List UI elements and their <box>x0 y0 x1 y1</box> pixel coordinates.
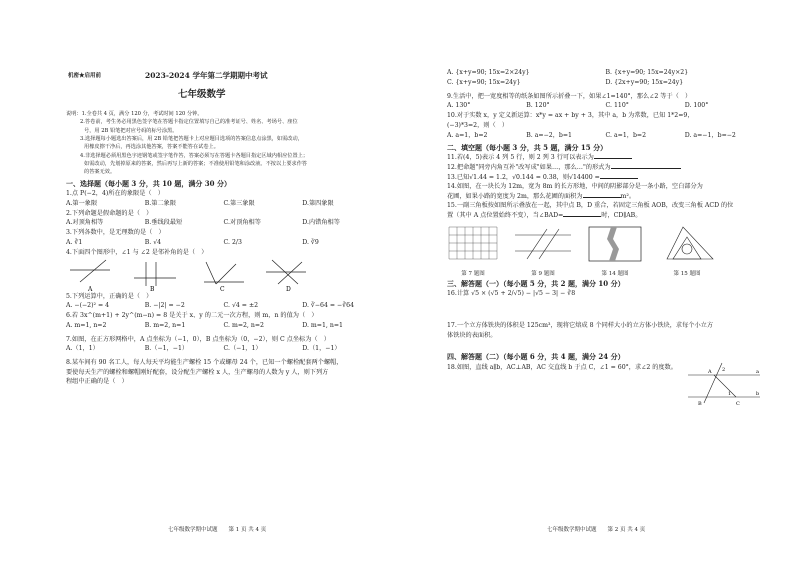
question-6-options: A. m=1, n=2 B. m=2, n=1 C. m=2, n=2 D. m=1, n=1 <box>66 321 343 329</box>
question-10-line-1: 10.对于实数 x，y 定义新运算：x*y = ax + by + 3，其中 a，b 为常数，已知 1*2=9， <box>447 112 694 120</box>
question-7: 7.如图，在正方形网格中，A 点坐标为（−1，0），B 点坐标为（0，−2），则 C 点坐标为（ ） <box>66 335 330 343</box>
question-3-options: A. ∛1 B. √4 C. 2/3 D. ∛9 <box>66 239 319 247</box>
question-15-line-2: 置（其中 A 点位置始终不变），当∠BAD= 时，CD∥AB。 <box>447 212 642 220</box>
question-5-options: A. −(−2)² = 4 B. −|2| = −2 C. √4 = ±2 D. ∛−64 = −∛64 <box>66 302 355 310</box>
question-7-options: A.（1，1） B.（−1，−1） C.（−1，1） D.（1，−1） <box>66 345 341 353</box>
exam-page-2: A. {x+y=90; 15x=2×24y} B. {x+y=90; 15x=24y×2} C. {x+y=90; 15x=24y} D. {2x+y=90; 15x=24y} 9.生活中，把一宽度相等的纸条如图所示折叠一下，如果∠1=140°，那么∠2 等于（ ） A. 130° B. 120° C. 110° D. 100° 10.对于实数 x，y 定义新运算：x*y = ax + by + 3，其中 a，b 为常数，已知 1*2=9， (−3)*3=2，则（ ） A. a=1，b=2 B. a=−2，b=1 C. a=1，b=2 D. a=−1，b=−2 二、填空题（每小题 3 分，共 5 题，满分 15 分） 11.若(4，5)表示 4 列 5 行，则 2 列 3 行可以表示为 12.把命题"同旁内角互补"改写成"如果…，那么…"的形式为 13.已知√1.44 = 1.2，√0.144 = 0.38，则√14400 = 14.如图，在一块长为 12m，宽为 8m 的长方形地，中间的阴影部分是一条小路，空白部分为 花圃，如果小路的宽度为 2m，那么花圃的面积为 m²。 15.一副三角板按如图所示叠放在一起，其中点 B，D 重合，若固定三角板 AOB，改变三角板 ACD 的位 置（其中 A 点位置始终不变），当∠BAD= 时，CD∥AB。 第 7 题图 第 9 题图 第 14 题图 第 15 题图 三、解答题（一）（每小题 5 分，共 2 题，满分 10 分） 16.计算 √5 × (√5 + 2/√5) − |√5 − 3| − ∛8 17.一个立方体铁块的体积是 125cm³，现将它熔成 8 个同样大小的立方体小铁块，求每个小立方 体铁块的表面积。 四、解答题（二）（每小题 6 分，共 4 题，满分 24 分） 18.如图，直线 a∥b，AC⊥AB，AC 交直线 b 于点 C，∠1 = 60°，求∠2 的度数。 A B C a b 1 2 七年级数学期中试题 第 2 页 共 4 页 <box>397 0 794 561</box>
question-8-line-1: 8.某车间有 90 名工人，每人每天平均能生产螺栓 15 个或螺母 24 个，已知一个螺栓配套两个螺帽， <box>66 359 343 367</box>
question-10-options: A. a=1，b=2 B. a=−2，b=1 C. a=1，b=2 D. a=−1，b=−2 <box>447 131 736 139</box>
parallel-lines-figure <box>684 357 764 407</box>
section-4-heading: 四、解答题（二）（每小题 6 分，共 4 题，满分 24 分） <box>447 352 625 362</box>
grid-figure <box>447 225 499 265</box>
angle-figures <box>66 258 381 292</box>
answer-blank <box>563 216 601 217</box>
answer-blank <box>611 168 681 169</box>
fig-label-b: B <box>150 285 155 292</box>
section-2-heading: 二、填空题（每小题 3 分，共 5 题，满分 15 分） <box>447 142 608 152</box>
svg-text:1: 1 <box>728 391 732 398</box>
question-4: 4.下面四个图形中，∠1 与 ∠2 是邻补角的是（ ） <box>66 248 208 256</box>
svg-text:C: C <box>736 401 740 408</box>
question-17-line-2: 体铁块的表面积。 <box>447 331 497 339</box>
question-18: 18.如图，直线 a∥b，AC⊥AB，AC 交直线 b 于点 C，∠1 = 60°，求∠2 的度数。 <box>447 364 677 372</box>
question-4-figures <box>66 258 381 292</box>
question-12: 12.把命题"同旁内角互补"改写成"如果…，那么…"的形式为 <box>447 163 764 173</box>
question-3: 3.下列各数中，是无理数的是（ ） <box>66 229 165 237</box>
question-14-line-2: 花圃，如果小路的宽度为 2m，那么花圃的面积为 m²。 <box>447 192 636 200</box>
question-5: 5.下列运算中，正确的是（ ） <box>66 292 153 300</box>
question-1-options: A.第一象限 B.第二象限 C.第三象限 D.第四象限 <box>66 199 334 207</box>
question-6: 6.若 3x^(m+1) + 2y^(m−n) = 8 是关于 x、y 的二元一次方程，则 m，n 的值为（ ） <box>66 312 318 320</box>
question-16: 16.计算 √5 × (√5 + 2/√5) − |√5 − 3| − ∛8 <box>447 290 576 298</box>
question-14-line-1: 14.如图，在一块长为 12m，宽为 8m 的长方形地，中间的阴影部分是一条小路，空白部分为 <box>447 183 703 191</box>
secret-label: 机密★启用前 <box>68 73 102 79</box>
question-13: 13.已知√1.44 = 1.2，√0.144 = 0.38，则√14400 = <box>447 173 764 183</box>
garden-figure <box>587 225 643 265</box>
figure-9: 第 9 题图 <box>513 225 573 277</box>
section-1-heading: 一、选择题（每小题 3 分，共 10 题，满分 30 分） <box>66 178 231 188</box>
question-9-options: A. 130° B. 120° C. 110° D. 100° <box>447 102 709 110</box>
answer-blank <box>594 158 632 159</box>
folded-strip-figure <box>513 225 573 265</box>
instructions: 说明：1.全卷共 4 页，满分 120 分，考试时间 120 分钟。 2.答卷前，考生务必用黑色签字笔在答题卡指定位置填写自己的准考证号、姓名、考场号、座位 号，用 2B 铅笔把对应号码的标号涂黑。 3.选择题每小题选出答案后，用 2B 铅笔把答题卡上对应题目选项的答案信息点涂黑，如需改动， 用橡皮擦干净后，再选涂其他答案，答案不能答在试卷上。 4.非选择题必须用黑色字迹钢笔或签字笔作答，答案必须写在答题卡各题目指定区域内相应位置上； 如需改动，先划掉原来的答案，然后再写上新的答案；不准使用铅笔和涂改液。不按以上要求作答 的答案无效。 <box>66 111 309 176</box>
page-footer: 七年级数学期中试题 第 1 页 共 4 页 <box>168 527 267 533</box>
svg-text:a: a <box>756 369 759 376</box>
question-9: 9.生活中，把一宽度相等的纸条如图所示折叠一下，如果∠1=140°，那么∠2 等于（ ） <box>447 92 692 100</box>
svg-text:B: B <box>698 401 702 408</box>
figure-15: 第 15 题图 <box>657 225 717 277</box>
question-15-line-1: 15.一副三角板按如图所示叠放在一起，其中点 B，D 重合，若固定三角板 AOB，改变三角板 ACD 的位 <box>447 202 734 210</box>
figure-14: 第 14 题图 <box>587 225 643 277</box>
question-1: 1.点 P(−2，4)所在的象限是（ ） <box>66 190 164 198</box>
exam-title: 2023-2024 学年第二学期期中考试 <box>145 71 268 80</box>
figure-7: 第 7 题图 <box>447 225 499 277</box>
svg-text:A: A <box>708 369 712 376</box>
question-11: 11.若(4，5)表示 4 列 5 行，则 2 列 3 行可以表示为 <box>447 153 764 163</box>
question-2-options: A.对顶角相等 B.垂线段最短 C.对顶角相等 D.内错角相等 <box>66 219 340 227</box>
subject-title: 七年级数学 <box>178 89 226 100</box>
fig-label-d: D <box>286 285 291 292</box>
svg-text:b: b <box>756 391 760 398</box>
fig-label-a: A <box>88 285 93 292</box>
section-3-heading: 三、解答题（一）（每小题 5 分，共 2 题，满分 10 分） <box>447 278 625 288</box>
fig-label-c: C <box>220 285 225 292</box>
figures-row <box>447 225 764 277</box>
answer-blank <box>583 197 621 198</box>
triangles-figure <box>657 225 717 265</box>
question-8-line-2: 要使每天生产的螺栓和螺帽刚好配套，设分配生产螺栓 x 人，生产螺母的人数为 y 人，则下列方 <box>66 368 329 376</box>
page-footer: 七年级数学期中试题 第 2 页 共 4 页 <box>547 527 646 533</box>
svg-text:2: 2 <box>722 367 726 374</box>
question-2: 2.下列命题是假命题的是（ ） <box>66 209 153 217</box>
question-17-line-1: 17.一个立方体铁块的体积是 125cm³，现将它熔成 8 个同样大小的立方体小铁块，求每个小立方 <box>447 322 714 330</box>
question-10-line-2: (−3)*3=2，则（ ） <box>447 121 509 129</box>
question-8-options: A. {x+y=90; 15x=2×24y} B. {x+y=90; 15x=24y×2} <box>447 69 689 76</box>
answer-blank <box>600 178 638 179</box>
question-8-line-3: 程组中正确的是（ ） <box>66 378 128 386</box>
